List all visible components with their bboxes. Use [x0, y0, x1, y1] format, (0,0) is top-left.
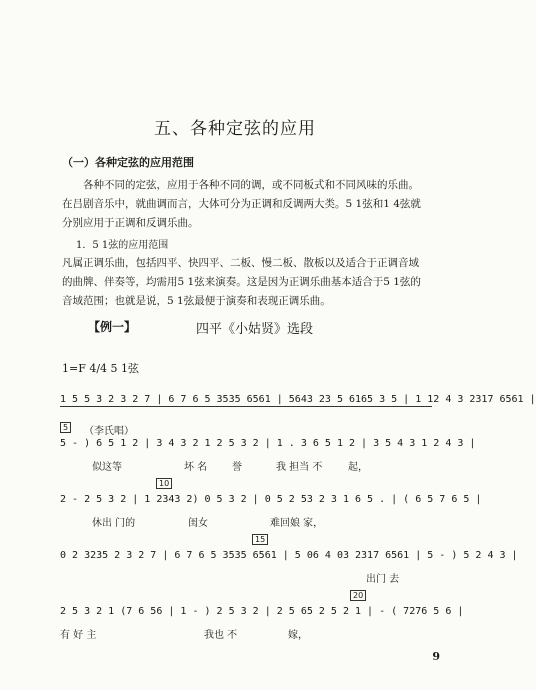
- lyric: 坏 名: [184, 462, 208, 473]
- page-number: 9: [432, 650, 440, 663]
- example-title: 四平《小姑贤》选段: [196, 322, 314, 337]
- paragraph-2: 凡属正调乐曲，包括四平、快四平、二板、慢二板、散板以及适合于正调音域的曲牌、伴奏等，均需用5 1弦来演奏。这是因为正调乐曲基本适合于5 1弦的音域范围；也就是说，5 1弦最便于演奏和表现正调乐曲。: [62, 257, 421, 307]
- lyric: 我 担当 不: [276, 462, 323, 473]
- lyric: 难回娘 家，: [270, 518, 324, 529]
- score-line-3: 2 - 2 5 3 2 | 1 2343 2) 0 5 3 2 | 0 5 2 53 2 3 1 6 5 . | ( 6 5 7 6 5 |: [60, 494, 482, 505]
- lyric: 闺女: [188, 518, 208, 529]
- rehearsal-mark: 15: [252, 534, 268, 545]
- score-line-5: 2 5 3 2 1 (7 6 56 | 1 - ) 2 5 3 2 | 2 5 65 2 5 2 1 | - ( 7276 5 6 |: [60, 606, 464, 617]
- lyric: 起，: [348, 462, 368, 473]
- lyric: 有 好 主: [60, 630, 97, 641]
- singer-label: （李氏唱）: [84, 426, 134, 437]
- lyric: 我也 不: [204, 630, 238, 641]
- lyric: 休出 门的: [92, 518, 136, 529]
- paragraph-1: 各种不同的定弦，应用于各种不同的调，或不同板式和不同风味的乐曲。在吕剧音乐中，就曲调而言，大体可分为正调和反调两大类。5 1弦和1 4弦就分别应用于正调和反调乐曲。: [62, 179, 421, 229]
- subheading-1: 1．5 1弦的应用范围: [76, 240, 169, 251]
- example-label: 【例一】: [88, 320, 137, 334]
- score-line-1: 1 5 5 3 2 3 2 7 | 6 7 6 5 3535 6561 | 5643 23 5 6165 3 5 | 1 12 4 3 2317 6561 |: [60, 394, 536, 405]
- rehearsal-mark: 20: [350, 590, 366, 601]
- lyric: 似这等: [92, 462, 122, 473]
- subsection-title: （一）各种定弦的应用范围: [62, 156, 194, 169]
- score-line-2: 5 - ) 6 5 1 2 | 3 4 3 2 1 2 5 3 2 | 1 . 3 6 5 1 2 | 3 5 4 3 1 2 4 3 |: [60, 438, 476, 449]
- rehearsal-mark: 10: [156, 478, 172, 489]
- lyric: 誉: [232, 462, 242, 473]
- key-signature: 1=F 4/4 5 1弦: [62, 362, 140, 375]
- section-title: 五、各种定弦的应用: [154, 119, 316, 139]
- underline-rule: [60, 406, 432, 407]
- score-line-4: 0 2 3235 2 3 2 7 | 6 7 6 5 3535 6561 | 5 06 4 03 2317 6561 | 5 - ) 5 2 4 3 |: [60, 550, 518, 561]
- lyric: 出门 去: [366, 574, 400, 585]
- rehearsal-mark: 5: [60, 422, 71, 433]
- lyric: 嫁，: [288, 630, 308, 641]
